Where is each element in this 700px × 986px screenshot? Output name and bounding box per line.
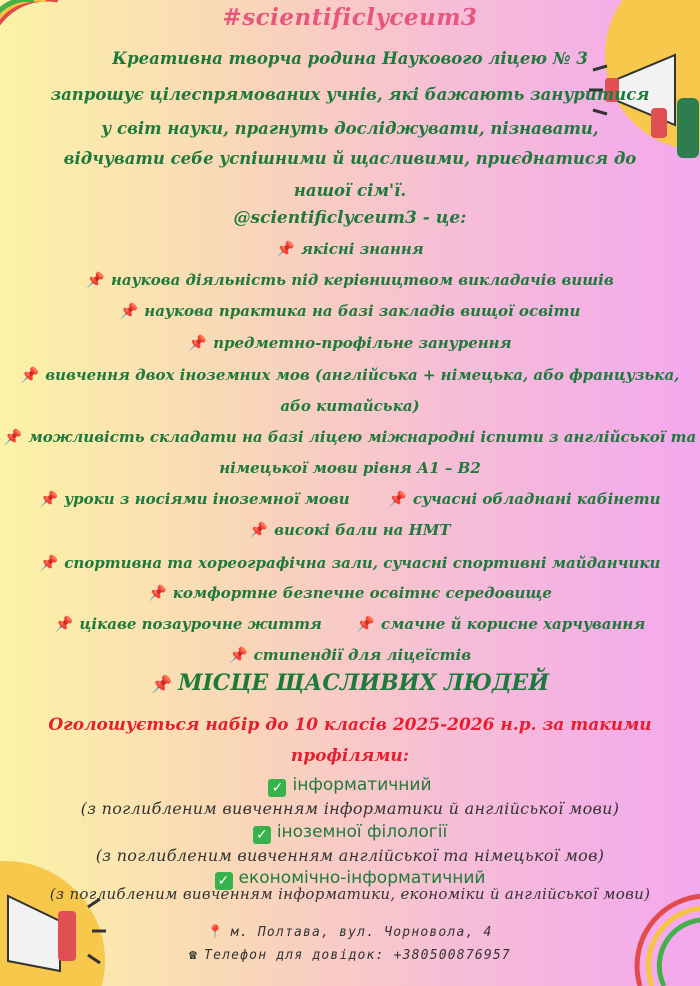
location-pin-icon: 📍 (207, 925, 225, 940)
pushpin-icon: 📌 (3, 428, 23, 446)
address-line: 📍 м. Полтава, вул. Чорновола, 4 (207, 925, 493, 940)
feature-item: 📌 стипендії для ліцеїстів (228, 646, 472, 664)
lyceum-handle: @scientificlyceum3 - це: (233, 208, 467, 228)
feature-item: 📌 предметно-профільне занурення (188, 334, 512, 352)
pushpin-icon: 📌 (39, 490, 59, 508)
feature-item: 📌 цікаве позаурочне життя (54, 615, 322, 633)
intro-line: відчувати себе успішними й щасливими, приєднатися до (63, 149, 637, 168)
feature-item: 📌 вивчення двох іноземних мов (англійська + німецька, або французька, (20, 366, 680, 384)
feature-item-continuation: німецької мови рівня А1 – В2 (219, 459, 481, 477)
pushpin-icon: 📌 (188, 334, 208, 352)
intro-line: запрошує цілеспрямованих учнів, які бажають зануритися (50, 85, 650, 104)
feature-item: 📌 наукова практика на базі закладів вищої освіти (119, 302, 581, 320)
pushpin-icon: 📌 (228, 646, 248, 664)
pushpin-icon: 📌 (148, 584, 167, 602)
pushpin-icon: 📌 (54, 615, 74, 633)
feature-item: 📌 сучасні обладнані кабінети (388, 490, 661, 508)
feature-item: 📌 якісні знання (276, 240, 424, 258)
admission-announcement: Оголошується набір до 10 класів 2025-2026 н.р. за такими (48, 715, 652, 735)
profile-name: ✓ іноземної філології (0, 822, 700, 844)
intro-line: нашої сім'ї. (293, 181, 407, 200)
pushpin-icon: 📌 (20, 366, 40, 384)
feature-item: 📌 можливість складати на базі ліцею міжнародні іспити з англійської та (3, 428, 697, 446)
hashtag-title: #scientificlyceum3 (222, 4, 478, 31)
checkmark-icon: ✓ (253, 826, 271, 844)
phone-line: ☎ Телефон для довідок: +380500876957 (189, 948, 511, 963)
admission-announcement: профілями: (290, 746, 410, 766)
profile-description: (з поглибленим вивченням інформатики, економіки й англійської мови) (49, 885, 651, 903)
feature-item: 📌 комфортне безпечне освітнє середовище (148, 584, 552, 602)
checkmark-icon: ✓ (215, 872, 233, 890)
pushpin-icon: 📌 (119, 302, 139, 320)
feature-row (0, 488, 700, 510)
pushpin-icon: 📌 (356, 615, 376, 633)
profile-name: ✓ економічно-інформатичний (0, 868, 700, 890)
feature-item: 📌 смачне й корисне харчування (356, 615, 646, 633)
profile-name: ✓ інформатичний (0, 775, 700, 797)
feature-item: 📌 наукова діяльність під керівництвом викладачів вишів (86, 271, 614, 289)
checkmark-icon: ✓ (268, 779, 286, 797)
pushpin-icon: 📌 (249, 521, 269, 539)
pushpin-icon: 📌 (86, 271, 105, 289)
telephone-icon: ☎ (189, 948, 199, 963)
feature-row (0, 613, 700, 635)
pushpin-icon: 📌 (39, 554, 59, 572)
intro-line: у світ науки, прагнуть досліджувати, пізнавати, (101, 119, 599, 138)
profile-description: (з поглибленим вивченням англійської та німецької мов) (95, 846, 605, 865)
feature-item: 📌 високі бали на НМТ (249, 521, 451, 539)
profile-description: (з поглибленим вивченням інформатики й англійської мови) (80, 799, 620, 818)
pushpin-icon: 📌 (388, 490, 407, 508)
pushpin-icon: 📌 (150, 675, 173, 695)
feature-item: 📌 уроки з носіями іноземної мови (39, 490, 350, 508)
pushpin-icon: 📌 (276, 240, 295, 258)
feature-item-continuation: або китайська) (280, 397, 420, 415)
motto-heading: 📌 МІСЦЕ ЩАСЛИВИХ ЛЮДЕЙ (150, 670, 550, 696)
intro-line: Креативна творча родина Наукового ліцею № 3 (112, 49, 588, 68)
feature-item: 📌 спортивна та хореографічна зали, сучасні спортивні майданчики (39, 554, 661, 572)
